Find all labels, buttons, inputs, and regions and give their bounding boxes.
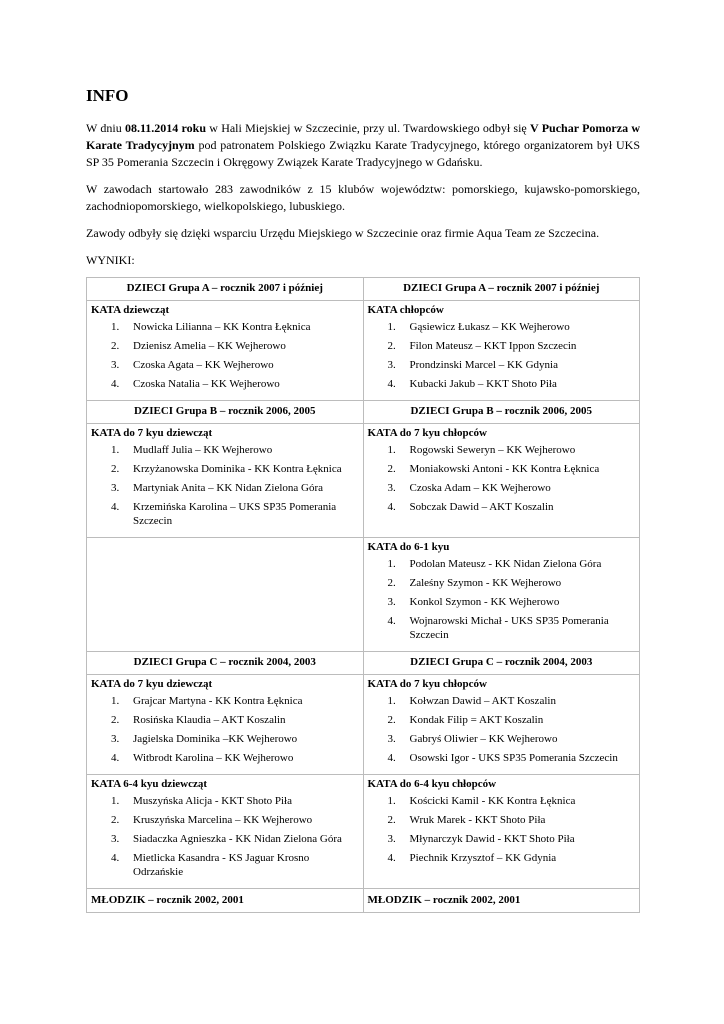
results-cell: [87, 675, 364, 775]
competitor-name: Nowicka Lilianna – KK Kontra Łęknica: [133, 321, 311, 333]
place-number: 3.: [111, 833, 120, 845]
result-entry: [91, 851, 359, 879]
competitor-name: Muszyńska Alicja - KKT Shoto Piła: [133, 795, 292, 807]
place-number: 4.: [111, 378, 120, 390]
intro-text-1: W dniu: [86, 121, 125, 135]
competitor-name: Gabryś Oliwier – KK Wejherowo: [409, 733, 558, 745]
category-label: KATA dziewcząt: [91, 304, 170, 316]
results-cell: [363, 675, 640, 775]
result-entry: [91, 462, 359, 476]
result-entry: [91, 732, 359, 746]
result-entry: [368, 794, 636, 808]
competitor-name: Grajcar Martyna - KK Kontra Łęknica: [133, 695, 303, 707]
result-entry: [91, 358, 359, 372]
result-entry: [368, 557, 636, 571]
place-number: 2.: [387, 577, 396, 589]
competitor-name: Kondak Filip = AKT Koszalin: [409, 714, 544, 726]
result-entry: [91, 751, 359, 765]
intro-event-name: V Puchar Pomorza w Karate Tradycyjnym: [86, 121, 640, 152]
intro-date: 08.11.2014 roku: [124, 121, 207, 135]
results-cell: [87, 424, 364, 538]
result-entry: [368, 481, 636, 495]
results-list: [91, 694, 359, 765]
place-number: 2.: [387, 714, 396, 726]
empty-cell: [87, 538, 364, 652]
results-cell: [87, 301, 364, 401]
result-entry: [91, 443, 359, 457]
results-cell: [363, 424, 640, 538]
place-number: 4.: [387, 615, 396, 627]
competitor-name: Kościcki Kamil - KK Kontra Łęknica: [409, 795, 576, 807]
place-number: 1.: [111, 695, 120, 707]
results-label: WYNIKI:: [86, 253, 135, 267]
competitor-name: Mudlaff Julia – KK Wejherowo: [133, 444, 273, 456]
competitor-name: Sobczak Dawid – AKT Koszalin: [409, 501, 554, 513]
place-number: 3.: [387, 359, 396, 371]
competitor-name: Kołwzan Dawid – AKT Koszalin: [409, 695, 556, 707]
intro-text-2: w Hali Miejskiej w Szczecinie, przy ul. Twardowskiego odbył się: [206, 121, 531, 135]
results-cell: [87, 775, 364, 889]
competitor-name: Krzyżanowska Dominika - KK Kontra Łęknica: [133, 463, 342, 475]
competitor-name: Witbrodt Karolina – KK Wejherowo: [133, 752, 294, 764]
place-number: 1.: [111, 444, 120, 456]
result-entry: [368, 595, 636, 609]
place-number: 3.: [111, 733, 120, 745]
competitor-name: Podolan Mateusz - KK Nidan Zielona Góra: [409, 558, 602, 570]
competitor-name: Rosińska Klaudia – AKT Koszalin: [133, 714, 286, 726]
place-number: 2.: [111, 814, 120, 826]
place-number: 1.: [387, 558, 396, 570]
competitor-name: Mietlicka Kasandra - KS Jaguar Krosno Odrzańskie: [133, 852, 310, 878]
group-header: MŁODZIK – rocznik 2002, 2001: [87, 889, 364, 913]
document-page: [86, 86, 640, 913]
place-number: 3.: [111, 359, 120, 371]
group-header: DZIECI Grupa A – rocznik 2007 i później: [363, 278, 640, 301]
competitor-name: Prondzinski Marcel – KK Gdynia: [409, 359, 558, 371]
place-number: 4.: [387, 501, 396, 513]
results-cell: [363, 775, 640, 889]
results-list: [368, 320, 636, 391]
competitor-name: Zaleśny Szymon - KK Wejherowo: [409, 577, 562, 589]
competitor-name: Wruk Marek - KKT Shoto Piła: [409, 814, 546, 826]
result-entry: [368, 813, 636, 827]
place-number: 3.: [387, 733, 396, 745]
competitor-name: Wojnarowski Michał - UKS SP35 Pomerania Szczecin: [409, 615, 609, 641]
result-entry: [91, 832, 359, 846]
result-entry: [368, 358, 636, 372]
competitor-name: Czoska Adam – KK Wejherowo: [409, 482, 551, 494]
result-entry: [368, 832, 636, 846]
competitor-name: Konkol Szymon - KK Wejherowo: [409, 596, 560, 608]
competitor-name: Rogowski Seweryn – KK Wejherowo: [409, 444, 576, 456]
place-number: 2.: [387, 814, 396, 826]
place-number: 4.: [111, 852, 120, 864]
group-header: DZIECI Grupa C – rocznik 2004, 2003: [87, 652, 364, 675]
place-number: 2.: [111, 714, 120, 726]
competitor-name: Moniakowski Antoni - KK Kontra Łęknica: [409, 463, 600, 475]
competitor-name: Dzienisz Amelia – KK Wejherowo: [133, 340, 286, 352]
place-number: 1.: [387, 695, 396, 707]
results-list: [91, 794, 359, 879]
result-entry: [91, 694, 359, 708]
group-header: DZIECI Grupa A – rocznik 2007 i później: [87, 278, 364, 301]
result-entry: [91, 377, 359, 391]
result-entry: [91, 794, 359, 808]
group-header: DZIECI Grupa C – rocznik 2004, 2003: [363, 652, 640, 675]
result-entry: [91, 713, 359, 727]
place-number: 4.: [387, 378, 396, 390]
result-entry: [368, 614, 636, 642]
results-cell: [363, 301, 640, 401]
competitor-name: Czoska Natalia – KK Wejherowo: [133, 378, 280, 390]
result-entry: [368, 751, 636, 765]
participants-paragraph: W zawodach startowało 283 zawodników z 15 klubów województw: pomorskiego, kujawsko-pomorskiego, zachodniopomorskiego, wielkopolskiego, lubuskiego.: [86, 182, 640, 213]
place-number: 2.: [387, 463, 396, 475]
place-number: 4.: [111, 752, 120, 764]
results-list: [368, 694, 636, 765]
category-label: KATA chłopców: [367, 304, 444, 316]
place-number: 4.: [387, 752, 396, 764]
results-list: [368, 794, 636, 865]
competitor-name: Krzemińska Karolina – UKS SP35 Pomerania Szczecin: [133, 501, 337, 527]
intro-text-3: pod patronatem Polskiego Związku Karate Tradycyjnego, którego organizatorem był UKS SP 35 Pomerania Szczecin i Okręgowy Związek Karate Tradycyjnego w Gdańsku.: [86, 138, 640, 169]
competitor-name: Siadaczka Agnieszka - KK Nidan Zielona Góra: [133, 833, 342, 845]
result-entry: [368, 339, 636, 353]
category-label: KATA 6-4 kyu dziewcząt: [91, 778, 207, 790]
place-number: 3.: [387, 482, 396, 494]
place-number: 1.: [387, 321, 396, 333]
result-entry: [368, 377, 636, 391]
results-list: [368, 443, 636, 514]
result-entry: [91, 320, 359, 334]
category-label: KATA do 7 kyu chłopców: [367, 678, 487, 690]
group-header: DZIECI Grupa B – rocznik 2006, 2005: [363, 401, 640, 424]
results-list: [368, 557, 636, 642]
competitor-name: Piechnik Krzysztof – KK Gdynia: [409, 852, 557, 864]
place-number: 2.: [111, 463, 120, 475]
result-entry: [368, 462, 636, 476]
place-number: 3.: [387, 833, 396, 845]
competitor-name: Martyniak Anita – KK Nidan Zielona Góra: [133, 482, 324, 494]
competitor-name: Kruszyńska Marcelina – KK Wejherowo: [133, 814, 313, 826]
category-label: KATA do 6-4 kyu chłopców: [367, 778, 497, 790]
place-number: 1.: [387, 444, 396, 456]
place-number: 1.: [387, 795, 396, 807]
place-number: 3.: [111, 482, 120, 494]
result-entry: [368, 320, 636, 334]
category-label: KATA do 7 kyu chłopców: [367, 427, 487, 439]
competitor-name: Młynarczyk Dawid - KKT Shoto Piła: [409, 833, 575, 845]
competitor-name: Jagielska Dominika –KK Wejherowo: [133, 733, 298, 745]
results-list: [91, 443, 359, 528]
result-entry: [368, 500, 636, 514]
results-cell: [363, 538, 640, 652]
result-entry: [368, 851, 636, 865]
place-number: 2.: [387, 340, 396, 352]
results-list: [91, 320, 359, 391]
place-number: 1.: [111, 795, 120, 807]
group-header: MŁODZIK – rocznik 2002, 2001: [363, 889, 640, 913]
result-entry: [91, 813, 359, 827]
result-entry: [91, 481, 359, 495]
results-table: [86, 277, 640, 913]
category-label: KATA do 7 kyu dziewcząt: [91, 678, 213, 690]
competitor-name: Osowski Igor - UKS SP35 Pomerania Szczecin: [409, 752, 618, 764]
competitor-name: Kubacki Jakub – KKT Shoto Piła: [409, 378, 557, 390]
result-entry: [368, 694, 636, 708]
result-entry: [91, 339, 359, 353]
page-title: INFO: [86, 86, 129, 105]
intro-paragraph: [86, 120, 640, 171]
competitor-name: Filon Mateusz – KKT Ippon Szczecin: [409, 340, 577, 352]
group-header: DZIECI Grupa B – rocznik 2006, 2005: [87, 401, 364, 424]
result-entry: [368, 576, 636, 590]
sponsors-paragraph: Zawody odbyły się dzięki wsparciu Urzędu Miejskiego w Szczecinie oraz firmie Aqua Team ze Szczecina.: [86, 226, 600, 240]
place-number: 1.: [111, 321, 120, 333]
place-number: 4.: [387, 852, 396, 864]
category-label: KATA do 6-1 kyu: [367, 541, 450, 553]
competitor-name: Czoska Agata – KK Wejherowo: [133, 359, 274, 371]
place-number: 2.: [111, 340, 120, 352]
competitor-name: Gąsiewicz Łukasz – KK Wejherowo: [409, 321, 570, 333]
result-entry: [368, 713, 636, 727]
result-entry: [91, 500, 359, 528]
result-entry: [368, 443, 636, 457]
place-number: 4.: [111, 501, 120, 513]
category-label: KATA do 7 kyu dziewcząt: [91, 427, 213, 439]
result-entry: [368, 732, 636, 746]
place-number: 3.: [387, 596, 396, 608]
